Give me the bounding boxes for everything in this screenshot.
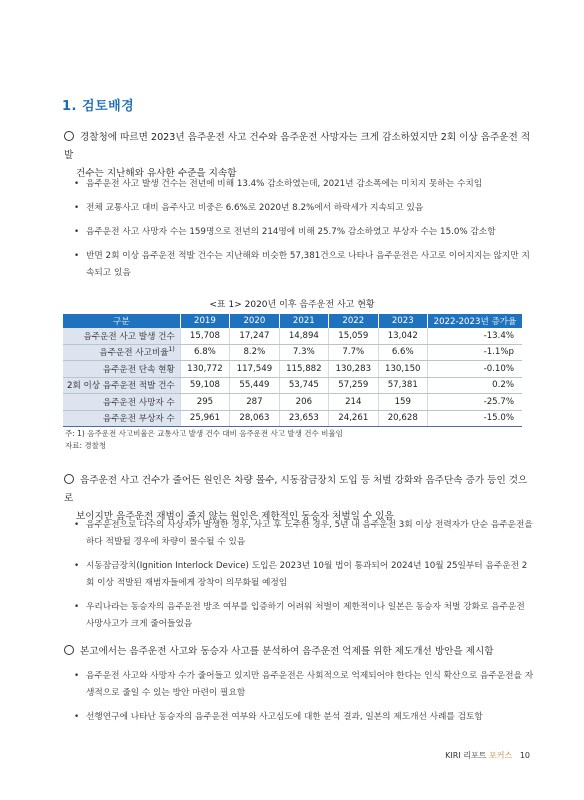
change-cell: -13.4% <box>428 328 523 344</box>
paragraph-1-line-1: 경찰청에 따르면 2023년 음주운전 사고 건수와 음주운전 사망자는 크게 감소하였지만 2회 이상 음주운전 적발 <box>64 132 531 161</box>
table-cell: 115,882 <box>279 361 328 378</box>
footnote-marker: 1) <box>168 346 175 354</box>
table-cell: 55,449 <box>230 377 279 394</box>
table-caption: <표 1> 2020년 이후 음주운전 사고 현황 <box>209 300 375 310</box>
table-cell: 17,247 <box>230 328 279 344</box>
table-row <box>63 377 522 394</box>
row-label: 음주운전 단속 현황 <box>63 361 180 378</box>
bullet-list-2 <box>74 517 534 640</box>
section-title: 1. 검토배경 <box>62 99 135 114</box>
table-row <box>63 328 522 344</box>
column-header: 2023 <box>378 314 427 328</box>
table-cell: 24,261 <box>329 410 378 427</box>
table-cell: 117,549 <box>230 361 279 378</box>
row-label: 음주운전 사망자 수 <box>63 394 180 411</box>
column-header: 2021 <box>279 314 328 328</box>
table-cell: 15,708 <box>180 328 229 344</box>
table-header-row <box>63 314 522 328</box>
table-cell: 287 <box>230 394 279 411</box>
paragraph-1 <box>64 129 534 183</box>
row-label: 음주운전 사고비율$^{1)}$ <box>63 344 180 361</box>
paragraph-2-line-1: 음주운전 사고 건수가 줄어든 원인은 차량 몰수, 시동잠금장치 도입 등 처벌 강화와 음주단속 증가 등인 것으로 <box>64 475 528 504</box>
table-cell: 130,283 <box>329 361 378 378</box>
change-cell: -15.0% <box>428 410 523 427</box>
table-row <box>63 361 522 378</box>
table-cell: 8.2% <box>230 344 279 361</box>
table-cell: 206 <box>279 394 328 411</box>
page-number: 10 <box>519 751 530 760</box>
table-cell: 159 <box>378 394 427 411</box>
circle-bullet-icon <box>64 131 74 141</box>
circle-bullet-icon <box>64 474 74 484</box>
footer-brand: KIRI 리포트 <box>445 751 487 760</box>
footer-section: 포커스 <box>488 751 513 760</box>
paragraph-1-line-2: 건수는 지난해와 유사한 수준을 지속함 <box>76 168 237 179</box>
table-cell: 20,628 <box>378 410 427 427</box>
row-label: 음주운전 부상자 수 <box>63 410 180 427</box>
table-cell: 295 <box>180 394 229 411</box>
table-cell: 13,042 <box>378 328 427 344</box>
change-cell: -25.7% <box>428 394 523 411</box>
bullet-list-3 <box>74 668 534 733</box>
change-cell: -0.10% <box>428 361 523 378</box>
list-item: • 음주운전 사고와 사망자 수가 줄어들고 있지만 음주운전은 사회적으로 억제되어야 한다는 인식 확산으로 음주운전을 자생적으로 줄일 수 있는 방안 마련이 필요함 <box>74 668 534 702</box>
bullet-list-1 <box>74 176 534 289</box>
column-header: 2019 <box>180 314 229 328</box>
change-cell: -1.1%p <box>428 344 523 361</box>
list-item: • 반면 2회 이상 음주운전 적발 건수는 지난해와 비슷한 57,381건으로 나타나 음주운전은 사고로 이어지지는 않지만 지속되고 있음 <box>74 248 534 282</box>
column-header: 2020 <box>230 314 279 328</box>
list-item: • 음주운전으로 다수의 사상자가 발생한 경우, 사고 후 도주한 경우, 5년 내 음주운전 3회 이상 전력자가 단순 음주운전을 하다 적발될 경우에 차량이 몰수될 수 있음 <box>74 517 534 551</box>
table-cell: 59,108 <box>180 377 229 394</box>
paragraph-3-line-1: 본고에서는 음주운전 사고와 동승자 사고를 분석하여 음주운전 억제를 위한 제도개선 방안을 제시함 <box>80 646 494 657</box>
table-cell: 57,381 <box>378 377 427 394</box>
paragraph-3 <box>64 643 534 661</box>
table-cell: 6.6% <box>378 344 427 361</box>
table-footnote: 주: 1) 음주운전 사고비율은 교통사고 발생 건수 대비 음주운전 사고 발생 건수 비율임 <box>65 429 343 438</box>
table-cell: 23,653 <box>279 410 328 427</box>
list-item: • 음주운전 사고 사망자 수는 159명으로 전년의 214명에 비해 25.7% 감소하였고 부상자 수는 15.0% 감소함 <box>74 224 534 241</box>
list-item: • 음주운전 사고 발생 건수는 전년에 비해 13.4% 감소하였는데, 2021년 감소폭에는 미치지 못하는 수치임 <box>74 176 534 193</box>
table-cell: 214 <box>329 394 378 411</box>
paragraph-2-line-2: 보이지만 음주운전 재범이 줄지 않는 원인은 제한적인 동승자 처벌일 수 있음 <box>76 511 394 522</box>
table-cell: 130,150 <box>378 361 427 378</box>
list-item: • 전체 교통사고 대비 음주사고 비중은 6.6%로 2020년 8.2%에서 하락세가 지속되고 있음 <box>74 200 534 217</box>
list-item: • 선행연구에 나타난 동승자의 음주운전 여부와 사고심도에 대한 분석 결과, 일본의 제도개선 사례를 검토함 <box>74 709 534 726</box>
column-header: 2022 <box>329 314 378 328</box>
table-cell: 7.7% <box>329 344 378 361</box>
column-header: 구분 <box>63 314 180 328</box>
list-item: • 시동잠금장치(Ignition Interlock Device) 도입은 2023년 10월 법이 통과되어 2024년 10월 25일부터 음주운전 2회 이상 적발된 재범자들에게 장착이 의무화될 예정임 <box>74 558 534 592</box>
page-footer <box>420 750 530 761</box>
data-table <box>63 314 522 427</box>
table-cell: 6.8% <box>180 344 229 361</box>
row-label: 음주운전 사고 발생 건수 <box>63 328 180 344</box>
table-cell: 53,745 <box>279 377 328 394</box>
table-cell: 7.3% <box>279 344 328 361</box>
list-item: • 우리나라는 동승자의 음주운전 방조 여부를 입증하기 어려워 처벌이 제한적이나 일본은 동승자 처벌 강화로 음주운전 사망사고가 크게 줄어들었음 <box>74 599 534 633</box>
row-label: 2회 이상 음주운전 적발 건수 <box>63 377 180 394</box>
table-cell: 14,894 <box>279 328 328 344</box>
column-header: 2022-2023년 증가율 <box>428 314 523 328</box>
table-row <box>63 410 522 427</box>
table-row <box>63 394 522 411</box>
table-cell: 57,259 <box>329 377 378 394</box>
table-cell: 28,063 <box>230 410 279 427</box>
table-cell: 15,059 <box>329 328 378 344</box>
table-cell: 130,772 <box>180 361 229 378</box>
table-source: 자료: 경찰청 <box>65 441 107 450</box>
change-cell: 0.2% <box>428 377 523 394</box>
table-cell: 25,961 <box>180 410 229 427</box>
circle-bullet-icon <box>64 645 74 655</box>
table-row <box>63 344 522 361</box>
